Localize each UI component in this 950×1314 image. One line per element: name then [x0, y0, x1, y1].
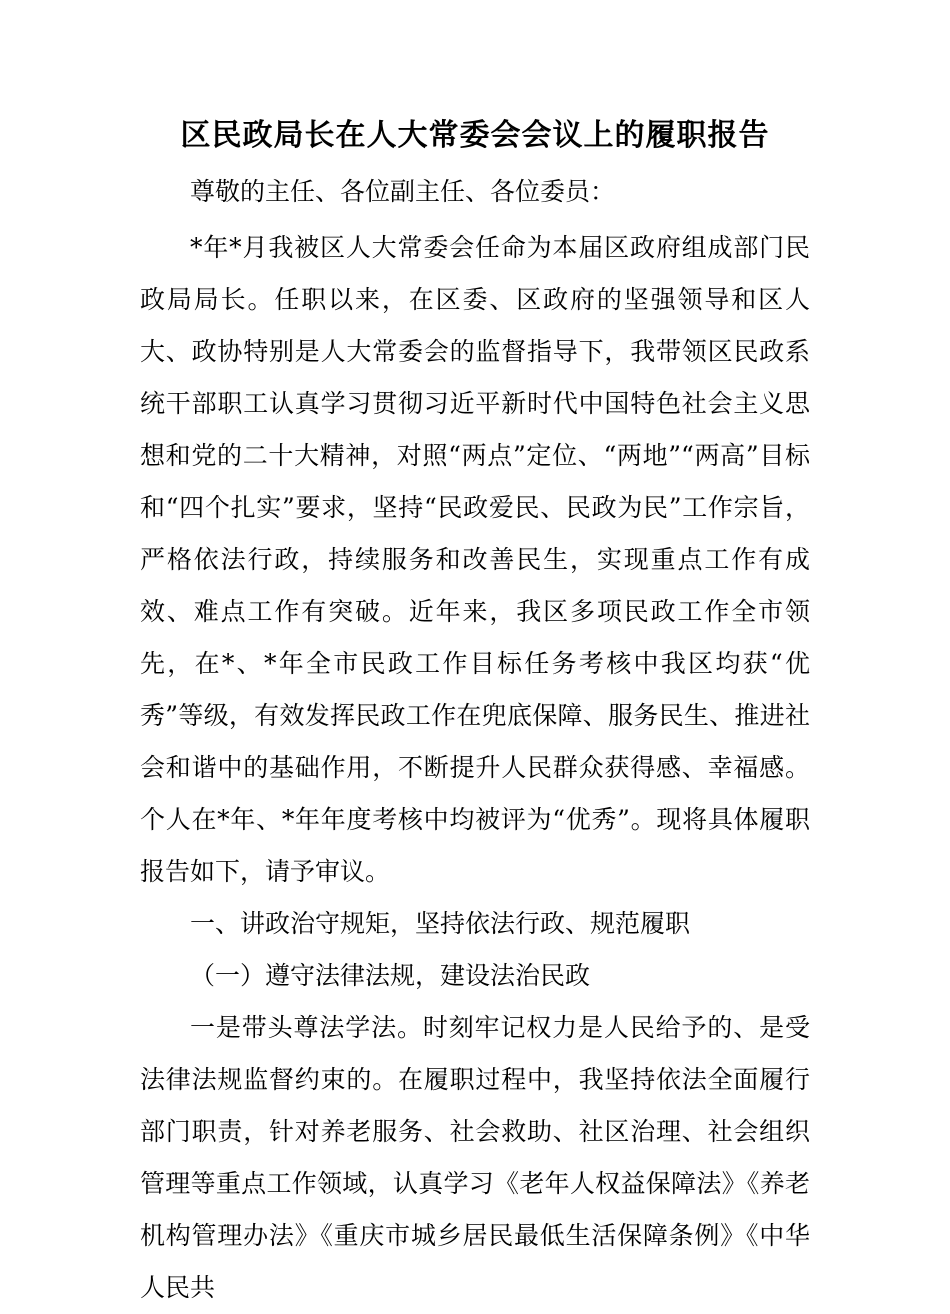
paragraph-body: 一是带头尊法学法。时刻牢记权力是人民给予的、是受法律法规监督约束的。在履职过程中，我坚持依法全面履行部门职责，针对养老服务、社会救助、社区治理、社会组织管理等重点工作领域，认真学习《老年人权益保障法》《养老机构管理办法》《重庆市城乡居民最低生活保障条例》《中华人民共	[140, 1013, 810, 1302]
section-heading: 一、讲政治守规矩，坚持依法行政、规范履职	[190, 909, 691, 938]
salutation: 尊敬的主任、各位副主任、各位委员：	[190, 177, 616, 206]
document-body	[140, 166, 810, 1314]
subsection-heading: （一）遵守法律法规，建设法治民政	[190, 961, 591, 990]
paragraph-intro: *年*月我被区人大常委会任命为本届区政府组成部门民政局局长。任职以来，在区委、区政府的坚强领导和区人大、政协特别是人大常委会的监督指导下，我带领区民政系统干部职工认真学习贯彻习近平新时代中国特色社会主义思想和党的二十大精神，对照“两点”定位、“两地”“两高”目标和“四个扎实”要求，坚持“民政爱民、民政为民”工作宗旨，严格依法行政，持续服务和改善民生，实现重点工作有成效、难点工作有突破。近年来，我区多项民政工作全市领先，在*、*年全市民政工作目标任务考核中我区均获“优秀”等级，有效发挥民政工作在兜底保障、服务民生、推进社会和谐中的基础作用，不断提升人民群众获得感、幸福感。个人在*年、*年年度考核中均被评为“优秀”。现将具体履职报告如下，请予审议。	[140, 233, 810, 886]
document-title: 区民政局长在人大常委会会议上的履职报告	[180, 118, 770, 153]
